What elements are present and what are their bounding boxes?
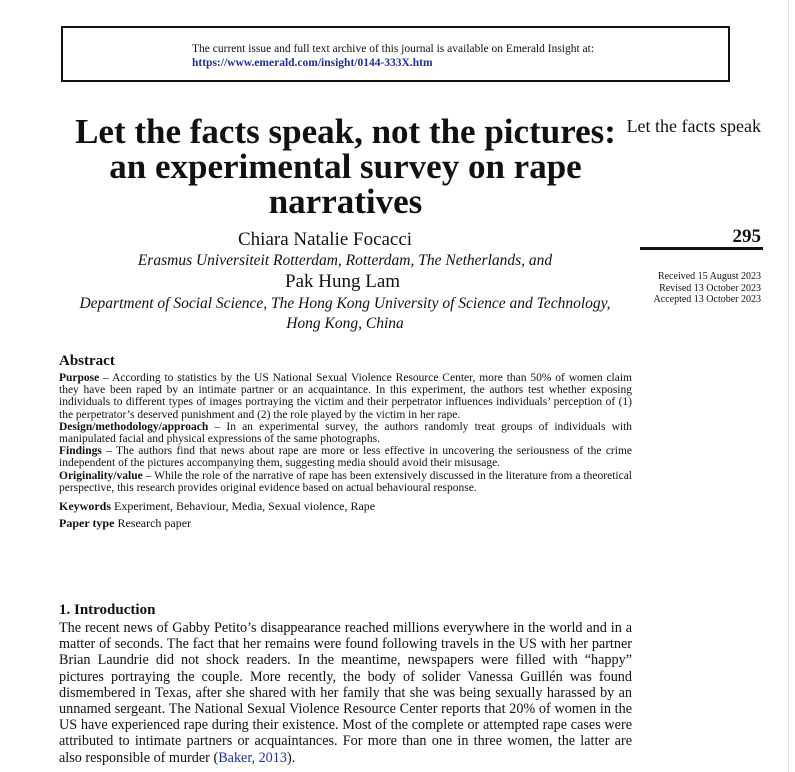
keywords [59,498,632,515]
article-dates [654,271,761,306]
purpose-label: Purpose [59,372,100,384]
abstract [59,352,632,532]
abstract-design: Design/methodology/approach – In an experimental survey, the authors randomly treat groups of individuals with manipulated facial and physical expressions of the same photographs. [59,420,633,446]
abstract-findings: Findings – The authors find that news about rape are more or less effective in uncovering the seriousness of the crime independent of the pictures accompanying them, suggesting media should avoid their misusage. [59,445,632,470]
design-label: Design/methodology/approach [59,420,209,433]
paper-type [59,515,632,532]
findings-label: Findings [59,445,102,458]
page-number: 295 [732,226,761,247]
revised-date: Revised 13 October 2023 [659,282,761,294]
author-name: Pak Hung Lam [285,271,401,292]
journal-banner [61,26,730,82]
margin-rule [640,247,763,250]
paper-title: Let the facts speak, not the pictures: an experimental survey on rape narratives [75,112,616,221]
findings-text: The authors find that news about rape are more or less effective in uncovering the seriousness of the crime independent of the pictures accompanying them, suggesting media should avoid their misusage. [59,445,632,470]
citation-link[interactable]: Baker, 2013 [218,749,287,766]
keywords-label: Keywords [59,499,111,514]
intro-text: The recent news of Gabby Petito’s disappearance reached millions everywhere in the world and in a matter of seconds. The fact that her remains were found following travels in the US with her partner Brian Laundrie did not shock readers. In the meantime, newspapers were filled with “happy” pictures portraying the couple. More recently, the body of solider Vanessa Guillén was found dismembered in Texas, after she shared with her family that she was being sexually harassed by an unnamed sergeant. The National Sexual Violence Resource Center reports that 20% of women in the US have experienced rape during their existence. Most of the complete or attempted rape cases were attributed to intimate partners or acquaintances. For more than one in three women, the latter are also responsible of murder ( [59,620,632,766]
purpose-text: According to statistics by the US National Sexual Violence Resource Center, more than 50% of women claim they have been raped by an intimate partner or an acquaintance. In this experiment, the authors test whether exposing individuals to different types of images portraying the victim and their perpetrator influences individuals’ perception of (1) the perpetrator’s deserved punishment and (2) the role played by the victim in her rape. [59,372,632,421]
originality-text: While the role of the narrative of rape has been extensively discussed in the literature from a theoretical perspective, this research provides original evidence based on actual behavioural response. [59,469,633,494]
abstract-originality: Originality/value – While the role of the narrative of rape has been extensively discussed in the literature from a theoretical perspective, this research provides original evidence based on actual behavioural response. [59,469,633,494]
author-affiliation: Department of Social Science, The Hong Kong University of Science and Technology, [79,295,611,312]
author-name: Chiara Natalie Focacci [238,229,413,250]
intro-text-end: ). [286,749,296,766]
section-heading: 1. Introduction [59,602,156,618]
author-affiliation: Erasmus Universiteit Rotterdam, Rotterdam, The Netherlands, and [137,252,553,269]
abstract-purpose: Purpose – According to statistics by the US National Sexual Violence Resource Center, more than 50% of women claim they have been raped by an intimate partner or an acquaintance. In this experiment, the authors test whether exposing individuals to different types of images portraying the victim and their perpetrator influences individuals’ perception of (1) the perpetrator’s deserved punishment and (2) the role played by the victim in her rape. [59,372,632,421]
paper-type-label: Paper type [59,516,115,531]
paper-type-text: Research paper [117,516,192,531]
author-affiliation: Hong Kong, China [286,315,404,332]
banner-text [192,42,594,70]
page-edge [788,0,789,772]
intro-paragraph [59,620,632,766]
originality-label: Originality/value [59,469,143,482]
abstract-heading: Abstract [59,353,115,369]
keywords-text: Experiment, Behaviour, Media, Sexual violence, Rape [114,499,376,514]
banner-line: The current issue and full text archive of this journal is available on Emerald Insight at: [192,43,595,55]
journal-link[interactable]: https://www.emerald.com/insight/0144-333X.htm [192,57,433,69]
design-text: In an experimental survey, the authors randomly treat groups of individuals with manipulated facial and physical expressions of the same photographs. [59,420,633,446]
accepted-date: Accepted 13 October 2023 [653,294,761,305]
running-title: Let the facts speak [626,116,761,136]
received-date: Received 15 August 2023 [657,271,761,282]
